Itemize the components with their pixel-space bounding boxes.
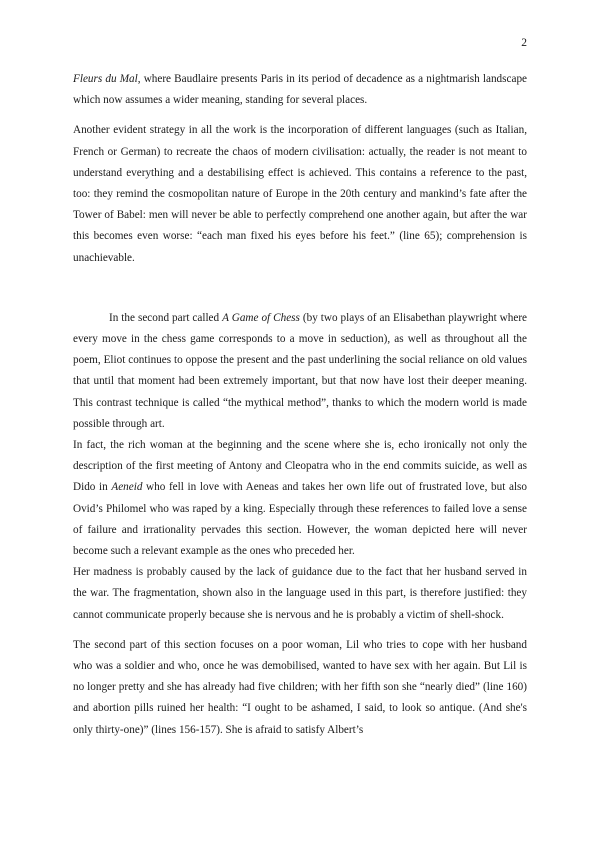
paragraph-text: Another evident strategy in all the work is the incorporation of different languages (such as Italian, French or German) to recreate the chaos of modern civilisation: actually, the reader is not meant to understand everything and a destabilising effect is achieved. This contains a reference to the past, too: they remind the cosmopolitan nature of Europe in the 20th century and mankind’s fate after the Tower of Babel: men will never be able to perfectly comprehend one another again, but after the war this becomes even worse: “each man fixed his eyes before his feet.” (line 65); comprehension is unachievable. [73,124,527,264]
paragraph-text: In the second part called [109,311,223,324]
italic-text: Fleurs du Mal [73,73,138,85]
paragraph-languages [73,120,527,268]
paragraph-game-of-chess [73,308,527,435]
paragraph-baudelaire [73,69,527,111]
paragraph-madness [73,562,527,626]
paragraph-rich-woman [73,435,527,562]
italic-text: A Game of Chess [222,311,300,324]
paragraph-text: , where Baudlaire presents Paris in its period of decadence as a nightmarish landscape which now assumes a wider meaning, standing for several places. [73,73,527,107]
paragraph-text: who fell in love with Aeneas and takes her own life out of frustrated love, but also Ovid’s Philomel who was raped by a king. Especially through these references to failed love a sense of failure and irrationality pervades this section. However, the woman depicted here will never become such a relevant example as the ones who preceded her. [73,481,528,558]
page-number: 2 [521,37,527,49]
paragraph-text: The second part of this section focuses on a poor woman, Lil who tries to cope with her husband who was a soldier and who, once he was demobilised, wanted to have sex with her again. But Lil is no longer pretty and she has already had five children; with her fifth son she “nearly died” (line 160) and abortion pills ruined her health: “I ought to be ashamed, I said, to look so antique. (And she's only thirty-one)” (lines 156-157). She is afraid to satisfy Albert’s [73,638,527,736]
paragraph-text: In fact, the rich woman at the beginning and the scene where she is, echo ironically not only the description of the first meeting of Antony and Cleopatra who in the end commits suicide, as well as Dido in [73,439,527,494]
paragraph-text: Her madness is probably caused by the lack of guidance due to the fact that her husband served in the war. The fragmentation, shown also in the language used in this part, is therefore justified: they cannot communicate properly because she is nervous and he is probably a victim of shell-shock. [73,566,527,621]
paragraph-text: (by two plays of an Elisabethan playwright where every move in the chess game corresponds to a move in seduction), as well as throughout all the poem, Eliot continues to oppose the present and the past underlining the social reliance on old values that until that moment had been extremely important, but that now have lost their deeper meaning. This contrast technique is called “the mythical method”, thanks to which the modern world is made possible through art. [73,311,528,430]
italic-text: Aeneid [111,481,143,494]
paragraph-lil [73,635,527,741]
document-body [73,69,527,741]
